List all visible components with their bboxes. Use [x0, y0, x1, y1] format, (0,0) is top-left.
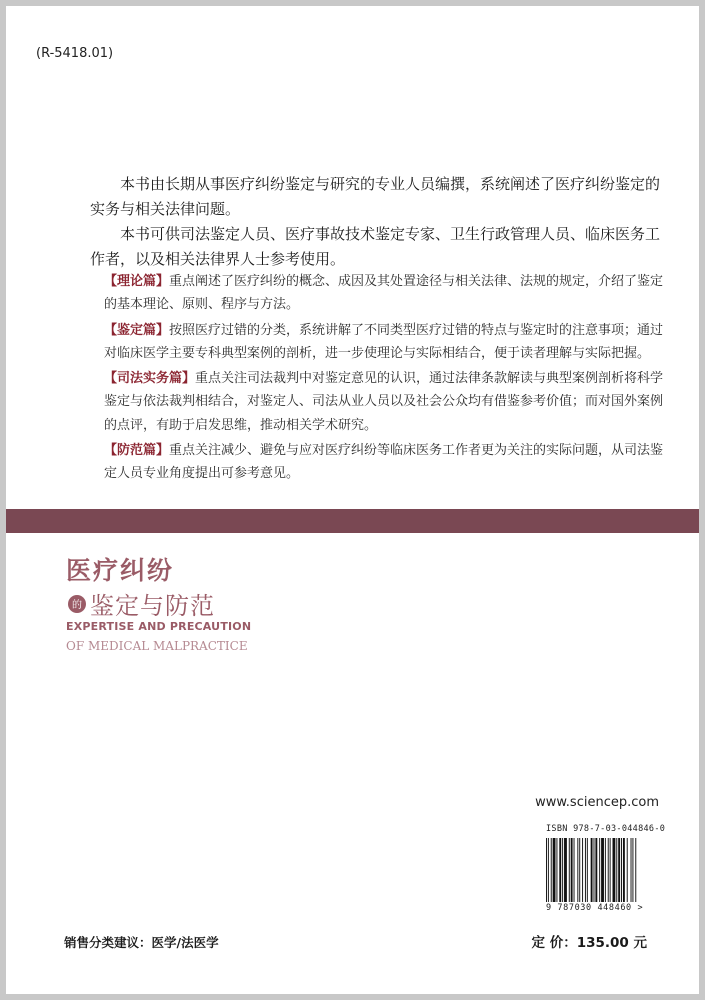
section-tag: 【理论篇】 — [104, 274, 170, 289]
section-tag: 【鉴定篇】 — [104, 322, 170, 338]
section-tag: 【司法实务篇】 — [104, 371, 196, 387]
decorative-band — [6, 509, 699, 533]
intro-paragraph-1: 本书由长期从事医疗纠纷鉴定与研究的专业人员编撰，系统阐述了医疗纠纷鉴定的实务与相关法律问题。 — [90, 175, 661, 218]
section-text: 按照医疗过错的分类，系统讲解了不同类型医疗过错的特点与鉴定时的注意事项；通过对临床医学主要专科典型案例的剖析，进一步使理论与实际相结合，便于读者理解与实际把握。 — [104, 322, 664, 361]
book-title-sub-row — [68, 586, 215, 621]
english-title-line-1: EXPERTISE AND PRECAUTION — [66, 620, 252, 633]
section-text: 重点关注减少、避免与应对医疗纠纷等临床医务工作者更为关注的实际问题，从司法鉴定人员专业角度提出可参考意见。 — [104, 443, 664, 482]
book-title-sub: 鉴定与防范 — [90, 592, 215, 620]
sales-category: 销售分类建议：医学/法医学 — [64, 935, 219, 950]
section-summaries — [104, 270, 664, 486]
english-title-line-2: OF MEDICAL MALPRACTICE — [66, 639, 248, 653]
book-title-main: 医疗纠纷 — [66, 556, 175, 585]
section-appraisal — [104, 319, 664, 366]
barcode-digits: 9 787030 448460 > — [546, 903, 644, 913]
price: 定 价：135.00 元 — [531, 935, 647, 951]
section-theory — [104, 270, 664, 317]
section-tag: 【防范篇】 — [104, 443, 170, 459]
publisher-website: www.sciencep.com — [535, 795, 659, 810]
barcode-graphic — [546, 838, 664, 902]
section-judicial-practice — [104, 367, 664, 437]
title-de-circle: 的 — [68, 595, 86, 613]
catalog-code: (R-5418.01) — [36, 46, 114, 61]
isbn-text: ISBN 978-7-03-044846-0 — [546, 824, 666, 834]
section-text: 重点关注司法裁判中对鉴定意见的认识，通过法律条款解读与典型案例剖析将科学鉴定与依法裁判相结合，对鉴定人、司法从业人员以及社会公众均有借鉴参考价值；而对国外案例的点评，有助于启发思维，推动相关学术研究。 — [104, 371, 664, 433]
section-prevention — [104, 439, 664, 486]
intro-paragraph-2: 本书可供司法鉴定人员、医疗事故技术鉴定专家、卫生行政管理人员、临床医务工作者，以及相关法律界人士参考使用。 — [90, 225, 661, 268]
section-text: 重点阐述了医疗纠纷的概念、成因及其处置途径与相关法律、法规的规定，介绍了鉴定的基本理论、原则、程序与方法。 — [104, 274, 664, 313]
